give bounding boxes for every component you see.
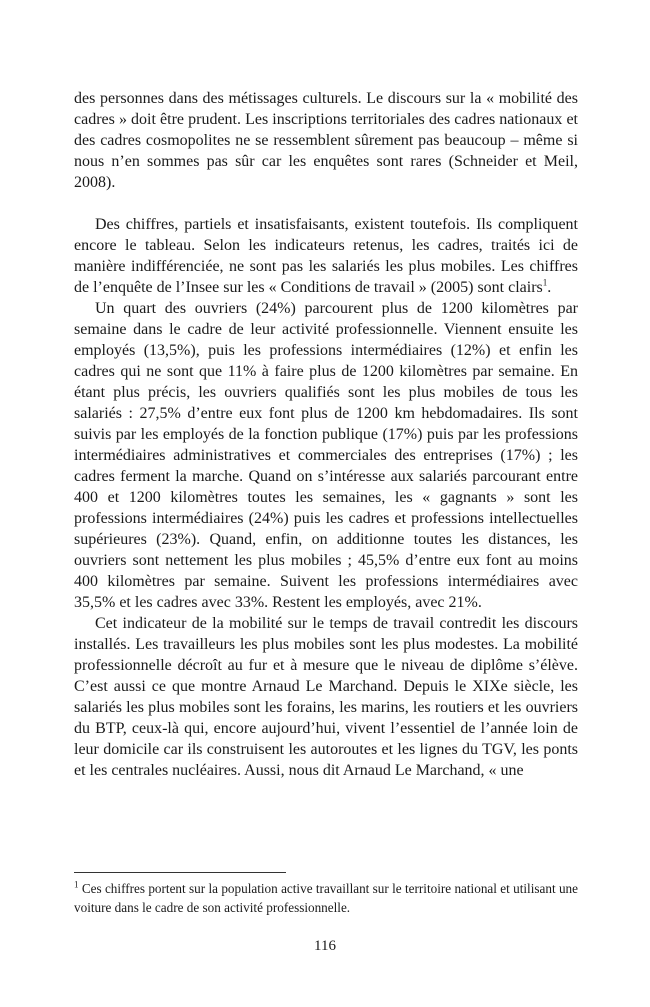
- paragraph-4: Cet indicateur de la mobilité sur le temps de travail contredit les discours installés. Les travailleurs les plus mobiles sont les plus modestes. La mobilité professionnelle décroît au fur et à mesure que le niveau de diplôme s’élève. C’est aussi ce que montre Arnaud Le Marchand. Depuis le XIXe siècle, les salariés les plus mobiles sont les forains, les marins, les routiers et les ouvriers du BTP, ceux-là qui, encore aujourd’hui, vivent l’essentiel de l’année loin de leur domicile car ils construisent les autoroutes et les lignes du TGV, les ponts et les centrales nucléaires. Aussi, nous dit Arnaud Le Marchand, « une: [74, 615, 578, 779]
- footnote-separator: [74, 872, 286, 873]
- paragraph-2: [74, 214, 578, 298]
- footnote-text: Ces chiffres portent sur la population active travaillant sur le territoire national et utilisant une voiture dans le cadre de son activité professionnelle.: [74, 881, 578, 915]
- paragraph-1: des personnes dans des métissages culturels. Le discours sur la « mobilité des cadres » doit être prudent. Les inscriptions territoriales des cadres nationaux et des cadres cosmopolites ne se ressemblent sûrement pas beaucoup – même si nous n’en sommes pas sûr car les enquêtes sont rares (Schneider et Meil, 2008).: [74, 90, 578, 191]
- footnote-reference: 1: [542, 277, 548, 288]
- paragraph-2-end: .: [547, 279, 552, 296]
- footnote: [74, 879, 578, 917]
- footnote-marker: 1: [74, 879, 79, 890]
- paragraph-3: Un quart des ouvriers (24%) parcourent plus de 1200 kilomètres par semaine dans le cadre de leur activité professionnelle. Viennent ensuite les employés (13,5%), puis les professions intermédiaires (12%) et enfin les cadres qui ne sont que 11% à faire plus de 1200 kilomètres par semaine. En étant plus précis, les ouvriers qualifiés sont les plus mobiles de tous les salariés : 27,5% d’entre eux font plus de 1200 km hebdomadaires. Ils sont suivis par les employés de la fonction publique (17%) puis par les professions intermédiaires administratives et commerciales des entreprises (17%) ; les cadres ferment la marche. Quand on s’intéresse aux salariés parcourant entre 400 et 1200 kilomètres toutes les semaines, les « gagnants » sont les professions intermédiaires (24%) puis les cadres et professions intellectuelles supérieures (23%). Quand, enfin, on additionne toutes les distances, les ouvriers sont nettement les plus mobiles ; 45,5% d’entre eux font au moins 400 kilomètres par semaine. Suivent les professions intermédiaires avec 35,5% et les cadres avec 33%. Restent les employés, avec 21%.: [74, 300, 578, 611]
- page-body: [74, 88, 578, 781]
- page-number: 116: [314, 938, 336, 954]
- paragraph-2-text: Des chiffres, partiels et insatisfaisants, existent toutefois. Ils compliquent encore le tableau. Selon les indicateurs retenus, les cadres, traités ici de manière indifférenciée, ne sont pas les salariés les plus mobiles. Les chiffres de l’enquête de l’Insee sur les « Conditions de travail » (2005) sont clairs: [74, 216, 578, 296]
